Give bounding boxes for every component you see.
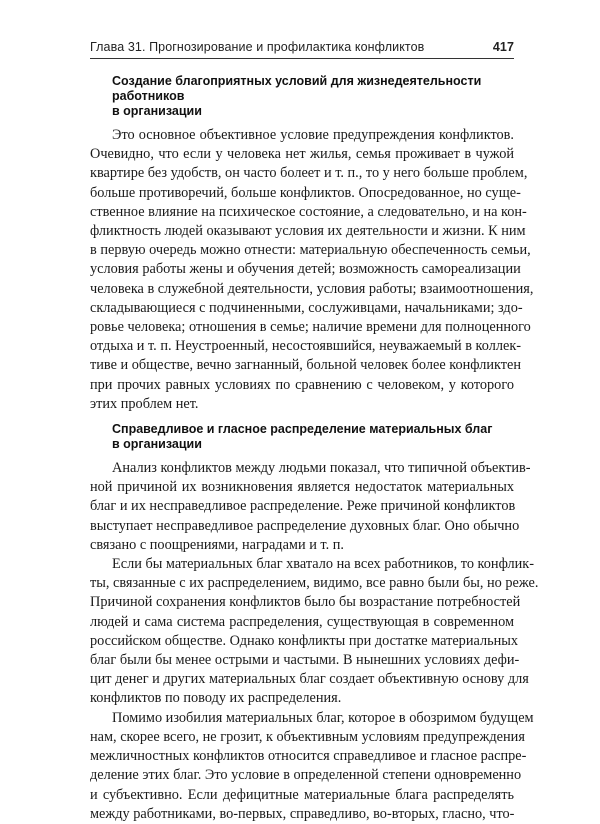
paragraph bbox=[90, 709, 534, 824]
text-line: выступает несправедливое распределение духовных благ. Оно обычно bbox=[90, 517, 520, 534]
header-rule bbox=[90, 58, 514, 59]
text-line: этих проблем нет. bbox=[90, 395, 199, 412]
text-line: Помимо изобилия материальных благ, которое в обозримом будущем bbox=[112, 709, 534, 726]
text-line: благ и их несправедливое распределение. Реже причиной конфликтов bbox=[90, 498, 516, 515]
text-line: условия работы жены и обучения детей; возможность самореализации bbox=[90, 261, 521, 278]
text-line: деление этих благ. Это условие в определенной степени одновременно bbox=[90, 767, 522, 784]
text-line: российском обществе. Однако конфликты при достатке материальных bbox=[90, 632, 518, 649]
section-gap bbox=[90, 414, 514, 422]
section-heading-line: в организации bbox=[112, 104, 202, 118]
text-line: больше противоречий, больше конфликтов. Опосредованное, но суще- bbox=[90, 184, 521, 201]
text-line: ровье человека; отношения в семье; наличие времени для полноценного bbox=[90, 319, 531, 336]
text-line: конфликтов по поводу их распределения. bbox=[90, 690, 342, 707]
text-line: благ были бы менее острыми и частыми. В нынешних условиях дефи- bbox=[90, 652, 520, 669]
text-line: людей и сама система распределения, существующая в современном bbox=[90, 613, 514, 630]
text-line: и субъективно. Если дефицитные материальные блага распределять bbox=[90, 786, 514, 803]
paragraph bbox=[90, 555, 539, 709]
text-line: Если бы материальных благ хватало на всех работников, то конфлик- bbox=[112, 556, 534, 573]
text-line: в первую очередь можно отнести: материальную обеспеченность семьи, bbox=[90, 242, 531, 259]
section-heading bbox=[90, 422, 514, 452]
text-line: ты, связанные с их распределением, видимо, все равно были бы, но реже. bbox=[90, 575, 539, 592]
text-line: цит денег и других материальных благ создает объективную основу для bbox=[90, 671, 529, 688]
section-heading bbox=[90, 74, 514, 119]
text-line: Очевидно, что если у человека нет жилья, семья проживает в чужой bbox=[90, 146, 514, 163]
text-line: человека в служебной деятельности, условия работы; взаимоотношения, bbox=[90, 280, 534, 297]
section-heading-line: в организации bbox=[112, 437, 202, 452]
text-line: Причиной сохранения конфликтов было бы возрастание потребностей bbox=[90, 594, 521, 611]
text-line: ственное влияние на психическое состояние, а следовательно, и на кон- bbox=[90, 203, 527, 220]
text-line: складывающиеся с подчиненными, сослуживцами, начальниками; здо- bbox=[90, 299, 523, 316]
text-line: нам, скорее всего, не грозит, к объективным условиям предупреждения bbox=[90, 728, 525, 745]
text-line: отдыха и т. п. Неустроенный, несостоявшийся, неуважаемый в коллек- bbox=[90, 338, 522, 355]
text-line: тиве и обществе, вечно загнанный, больной человек более конфликтен bbox=[90, 357, 521, 374]
chapter-title: Глава 31. Прогнозирование и профилактика конфликтов bbox=[90, 40, 425, 54]
text-line: ной причиной их возникновения является недостаток материальных bbox=[90, 479, 514, 496]
section-heading-line: Справедливое и гласное распределение материальных благ bbox=[112, 422, 493, 437]
text-line: при прочих равных условиях по сравнению с человеком, у которого bbox=[90, 376, 514, 393]
text-line: фликтность людей оказывают условия их деятельности и жизни. К ним bbox=[90, 223, 526, 240]
running-head bbox=[90, 40, 514, 56]
paragraph bbox=[90, 459, 531, 555]
page-number: 417 bbox=[492, 40, 514, 54]
section-heading-line: Создание благоприятных условий для жизнедеятельности работников bbox=[112, 74, 482, 103]
text-line: связано с поощрениями, наградами и т. п. bbox=[90, 536, 344, 553]
paragraph bbox=[90, 126, 534, 414]
text-line: Это основное объективное условие предупреждения конфликтов. bbox=[112, 127, 514, 143]
text-line: межличностных конфликтов относится справедливое и гласное распре- bbox=[90, 748, 527, 765]
text-line: между работниками, во-первых, справедливо, во-вторых, гласно, что- bbox=[90, 805, 515, 822]
text-line: квартире без удобств, он часто болеет и т. п., то у него больше проблем, bbox=[90, 165, 528, 182]
text-line: Анализ конфликтов между людьми показал, что типичной объектив- bbox=[112, 460, 531, 477]
page-content bbox=[90, 74, 539, 824]
